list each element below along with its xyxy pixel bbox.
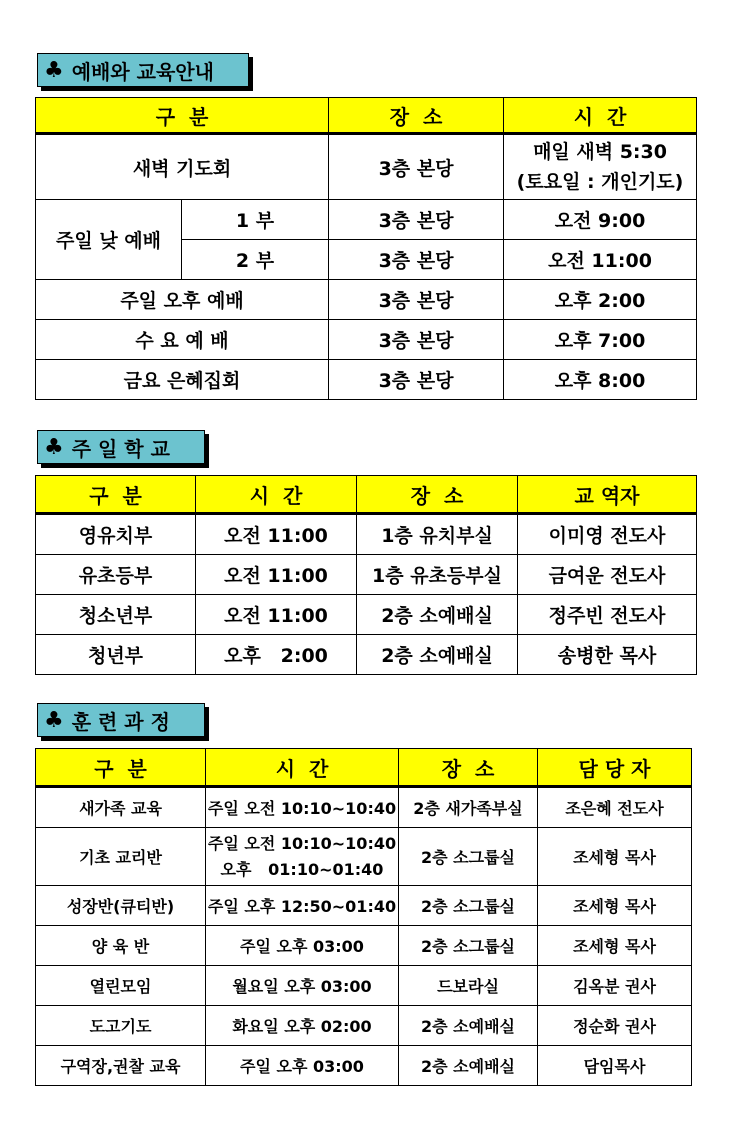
row-label: 열린모임	[36, 966, 206, 1006]
row-place: 3층 본당	[329, 360, 504, 400]
time-line: 오후 01:10~01:40	[220, 859, 384, 879]
table-row	[36, 595, 697, 635]
row-person: 조은혜 전도사	[538, 787, 692, 828]
row-time: 오후 8:00	[504, 360, 697, 400]
row-sublabel: 2 부	[182, 240, 329, 280]
row-staff: 금여운 전도사	[518, 555, 697, 595]
row-label: 주일 낮 예배	[36, 200, 182, 280]
row-label: 양 육 반	[36, 926, 206, 966]
row-label: 새가족 교육	[36, 787, 206, 828]
sunday-school-table	[35, 475, 697, 675]
row-time: 주일 오후 03:00	[206, 926, 399, 966]
header-category: 구 분	[36, 749, 206, 787]
row-label: 청년부	[36, 635, 196, 675]
header-time: 시 간	[196, 476, 357, 514]
row-label: 구역장,권찰 교육	[36, 1046, 206, 1086]
table-row	[36, 1046, 692, 1086]
row-label: 수 요 예 배	[36, 320, 329, 360]
header-place: 장 소	[399, 749, 538, 787]
row-time: 오전 9:00	[504, 200, 697, 240]
training-table	[35, 748, 692, 1086]
row-time: 오전 11:00	[196, 514, 357, 555]
section-title-text: 훈 련 과 정	[71, 709, 170, 734]
row-time: 화요일 오후 02:00	[206, 1006, 399, 1046]
row-label: 성장반(큐티반)	[36, 886, 206, 926]
row-place: 3층 본당	[329, 200, 504, 240]
table-row	[36, 134, 697, 200]
table-row	[36, 828, 692, 886]
section-title-text: 주 일 학 교	[71, 436, 170, 461]
club-icon: ♣	[44, 434, 64, 460]
row-place: 2층 소예배실	[357, 635, 518, 675]
row-person: 담임목사	[538, 1046, 692, 1086]
header-place: 장 소	[357, 476, 518, 514]
row-place: 2층 소그룹실	[399, 828, 538, 886]
row-label: 도고기도	[36, 1006, 206, 1046]
row-label: 청소년부	[36, 595, 196, 635]
row-place: 3층 본당	[329, 320, 504, 360]
table-row	[36, 1006, 692, 1046]
table-row	[36, 635, 697, 675]
section-title-text: 예배와 교육안내	[71, 59, 214, 84]
row-label: 새벽 기도회	[36, 134, 329, 200]
header-person: 담 당 자	[538, 749, 692, 787]
time-line: 매일 새벽 5:30	[533, 141, 667, 163]
row-place: 1층 유치부실	[357, 514, 518, 555]
row-label: 기초 교리반	[36, 828, 206, 886]
row-staff: 정주빈 전도사	[518, 595, 697, 635]
row-time: 주일 오전 10:10~10:40	[206, 787, 399, 828]
row-time: 오전 11:00	[196, 555, 357, 595]
table-row	[36, 555, 697, 595]
row-time: 오후 2:00	[196, 635, 357, 675]
row-person: 조세형 목사	[538, 886, 692, 926]
section-title-worship	[37, 53, 249, 87]
row-label: 금요 은혜집회	[36, 360, 329, 400]
row-place: 3층 본당	[329, 240, 504, 280]
row-sublabel: 1 부	[182, 200, 329, 240]
row-label: 영유치부	[36, 514, 196, 555]
header-time: 시 간	[206, 749, 399, 787]
row-place: 드보라실	[399, 966, 538, 1006]
header-category: 구 분	[36, 98, 329, 134]
table-row	[36, 360, 697, 400]
header-category: 구 분	[36, 476, 196, 514]
table-row	[36, 787, 692, 828]
row-time	[504, 134, 697, 200]
row-person: 김옥분 권사	[538, 966, 692, 1006]
worship-table	[35, 97, 697, 400]
header-time: 시 간	[504, 98, 697, 134]
row-person: 조세형 목사	[538, 926, 692, 966]
row-staff: 이미영 전도사	[518, 514, 697, 555]
table-row	[36, 514, 697, 555]
row-time: 오전 11:00	[504, 240, 697, 280]
row-place: 2층 새가족부실	[399, 787, 538, 828]
table-row	[36, 926, 692, 966]
row-place: 1층 유초등부실	[357, 555, 518, 595]
row-place: 2층 소예배실	[399, 1046, 538, 1086]
row-person: 정순화 권사	[538, 1006, 692, 1046]
row-label: 유초등부	[36, 555, 196, 595]
row-time: 월요일 오후 03:00	[206, 966, 399, 1006]
row-place: 3층 본당	[329, 280, 504, 320]
club-icon: ♣	[44, 707, 64, 733]
row-place: 2층 소예배실	[399, 1006, 538, 1046]
row-time: 주일 오후 03:00	[206, 1046, 399, 1086]
row-place: 2층 소예배실	[357, 595, 518, 635]
header-staff: 교 역자	[518, 476, 697, 514]
row-place: 3층 본당	[329, 134, 504, 200]
club-icon: ♣	[44, 57, 64, 83]
table-row	[36, 966, 692, 1006]
row-time: 오전 11:00	[196, 595, 357, 635]
row-time: 오후 2:00	[504, 280, 697, 320]
row-time	[206, 828, 399, 886]
time-line: 주일 오전 10:10~10:40	[207, 833, 397, 853]
row-label: 주일 오후 예배	[36, 280, 329, 320]
header-place: 장 소	[329, 98, 504, 134]
table-row	[36, 280, 697, 320]
table-row	[36, 200, 697, 240]
section-title-sunday-school	[37, 430, 205, 464]
row-place: 2층 소그룹실	[399, 926, 538, 966]
time-note: (토요일 : 개인기도)	[516, 171, 684, 193]
row-person: 조세형 목사	[538, 828, 692, 886]
table-row	[36, 320, 697, 360]
section-title-training	[37, 703, 205, 737]
row-staff: 송병한 목사	[518, 635, 697, 675]
row-place: 2층 소그룹실	[399, 886, 538, 926]
row-time: 오후 7:00	[504, 320, 697, 360]
table-row	[36, 886, 692, 926]
row-time: 주일 오후 12:50~01:40	[206, 886, 399, 926]
